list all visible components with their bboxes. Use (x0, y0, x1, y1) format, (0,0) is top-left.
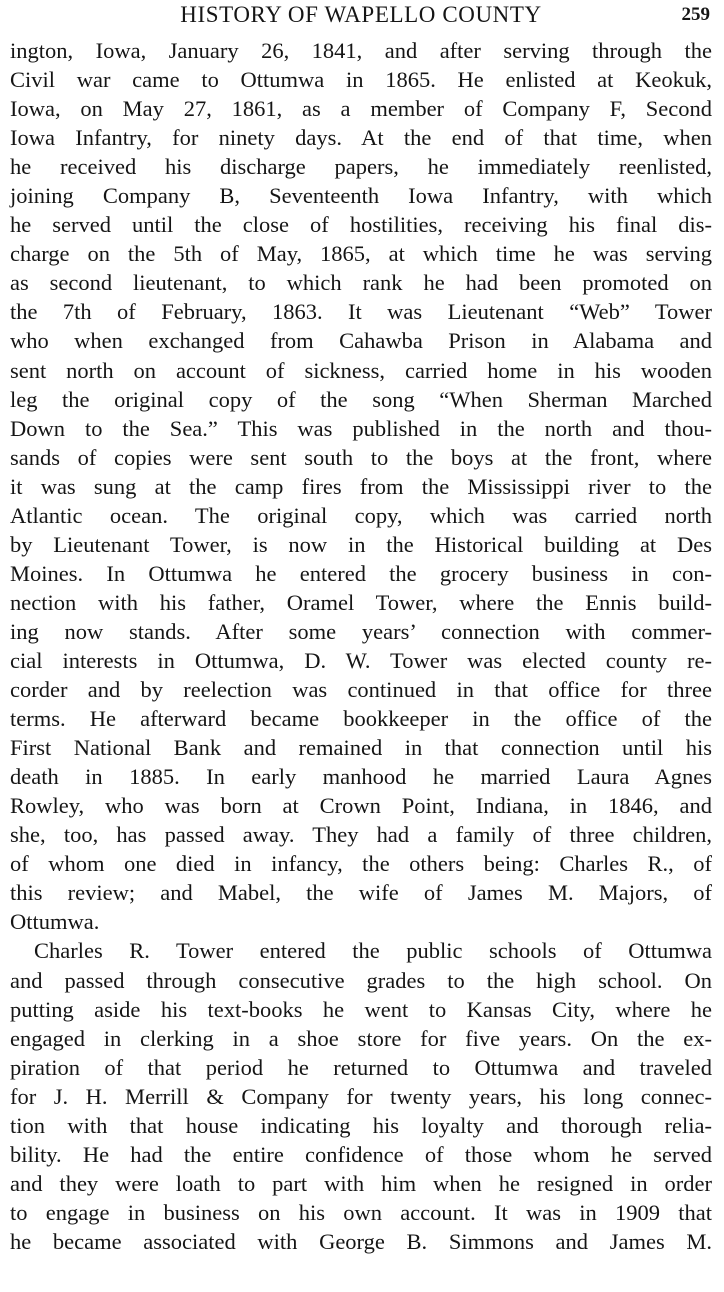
page-header (10, 0, 712, 36)
text-line: engaged in clerking in a shoe store for five years. On the ex- (10, 1025, 712, 1051)
text-line: joining Company B, Seventeenth Iowa Infantry, with which (10, 183, 712, 209)
paragraph (10, 36, 712, 936)
text-line: charge on the 5th of May, 1865, at which time he was serving (10, 241, 712, 267)
text-line: ington, Iowa, January 26, 1841, and after serving through the (10, 38, 712, 63)
text-line: Moines. In Ottumwa he entered the grocery business in con- (10, 560, 712, 586)
text-line: Iowa Infantry, for ninety days. At the end of that time, when (10, 125, 712, 151)
text-line: as second lieutenant, to which rank he had been promoted on (10, 270, 712, 296)
text-line: terms. He afterward became bookkeeper in the office of the (10, 706, 712, 732)
text-line: and they were loath to part with him when he resigned in order (10, 1170, 712, 1196)
text-line: putting aside his text-books he went to Kansas City, where he (10, 996, 712, 1022)
text-line: First National Bank and remained in that connection until his (10, 735, 712, 761)
text-line: and passed through consecutive grades to the high school. On (10, 967, 712, 993)
page-number: 259 (681, 4, 710, 25)
text-line: cial interests in Ottumwa, D. W. Tower was elected county re- (10, 647, 712, 673)
text-line: he received his discharge papers, he immediately reenlisted, (10, 154, 712, 180)
text-line: corder and by reelection was continued in that office for three (10, 677, 712, 703)
text-line: bility. He had the entire confidence of those whom he served (10, 1141, 712, 1167)
text-line: for J. H. Merrill & Company for twenty years, his long connec- (10, 1083, 712, 1109)
text-line: Civil war came to Ottumwa in 1865. He enlisted at Keokuk, (10, 67, 712, 93)
text-line: nection with his father, Oramel Tower, where the Ennis build- (10, 589, 712, 615)
text-line: Charles R. Tower entered the public schools of Ottumwa (34, 938, 712, 964)
text-line: who when exchanged from Cahawba Prison in Alabama and (10, 328, 712, 354)
text-line: Rowley, who was born at Crown Point, Indiana, in 1846, and (10, 793, 712, 819)
text-line: the 7th of February, 1863. It was Lieutenant “Web” Tower (10, 299, 712, 325)
running-head: HISTORY OF WAPELLO COUNTY (180, 2, 542, 27)
paragraph (10, 936, 712, 1256)
text-line: he served until the close of hostilities, receiving his final dis- (10, 212, 712, 238)
text-line: ing now stands. After some years’ connection with commer- (10, 618, 712, 644)
text-line: to engage in business on his own account. It was in 1909 that (10, 1199, 712, 1225)
text-line: he became associated with George B. Simmons and James M. (10, 1228, 712, 1254)
text-line: Atlantic ocean. The original copy, which was carried north (10, 502, 712, 528)
text-line: piration of that period he returned to Ottumwa and traveled (10, 1054, 712, 1080)
text-line: by Lieutenant Tower, is now in the Historical building at Des (10, 531, 712, 557)
text-line: sands of copies were sent south to the boys at the front, where (10, 444, 712, 470)
text-line: sent north on account of sickness, carried home in his wooden (10, 357, 712, 383)
body-text (10, 36, 712, 1256)
text-line: Down to the Sea.” This was published in the north and thou- (10, 415, 712, 441)
text-line: leg the original copy of the song “When Sherman Marched (10, 386, 712, 412)
text-line: it was sung at the camp fires from the Mississippi river to the (10, 473, 712, 499)
text-line: she, too, has passed away. They had a family of three children, (10, 822, 712, 848)
text-line: tion with that house indicating his loyalty and thorough relia- (10, 1112, 712, 1138)
text-line: Ottumwa. (10, 909, 100, 935)
text-line: Iowa, on May 27, 1861, as a member of Company F, Second (10, 96, 712, 122)
text-line: of whom one died in infancy, the others being: Charles R., of (10, 851, 712, 877)
text-line: death in 1885. In early manhood he married Laura Agnes (10, 764, 712, 790)
text-line: this review; and Mabel, the wife of James M. Majors, of (10, 880, 712, 906)
